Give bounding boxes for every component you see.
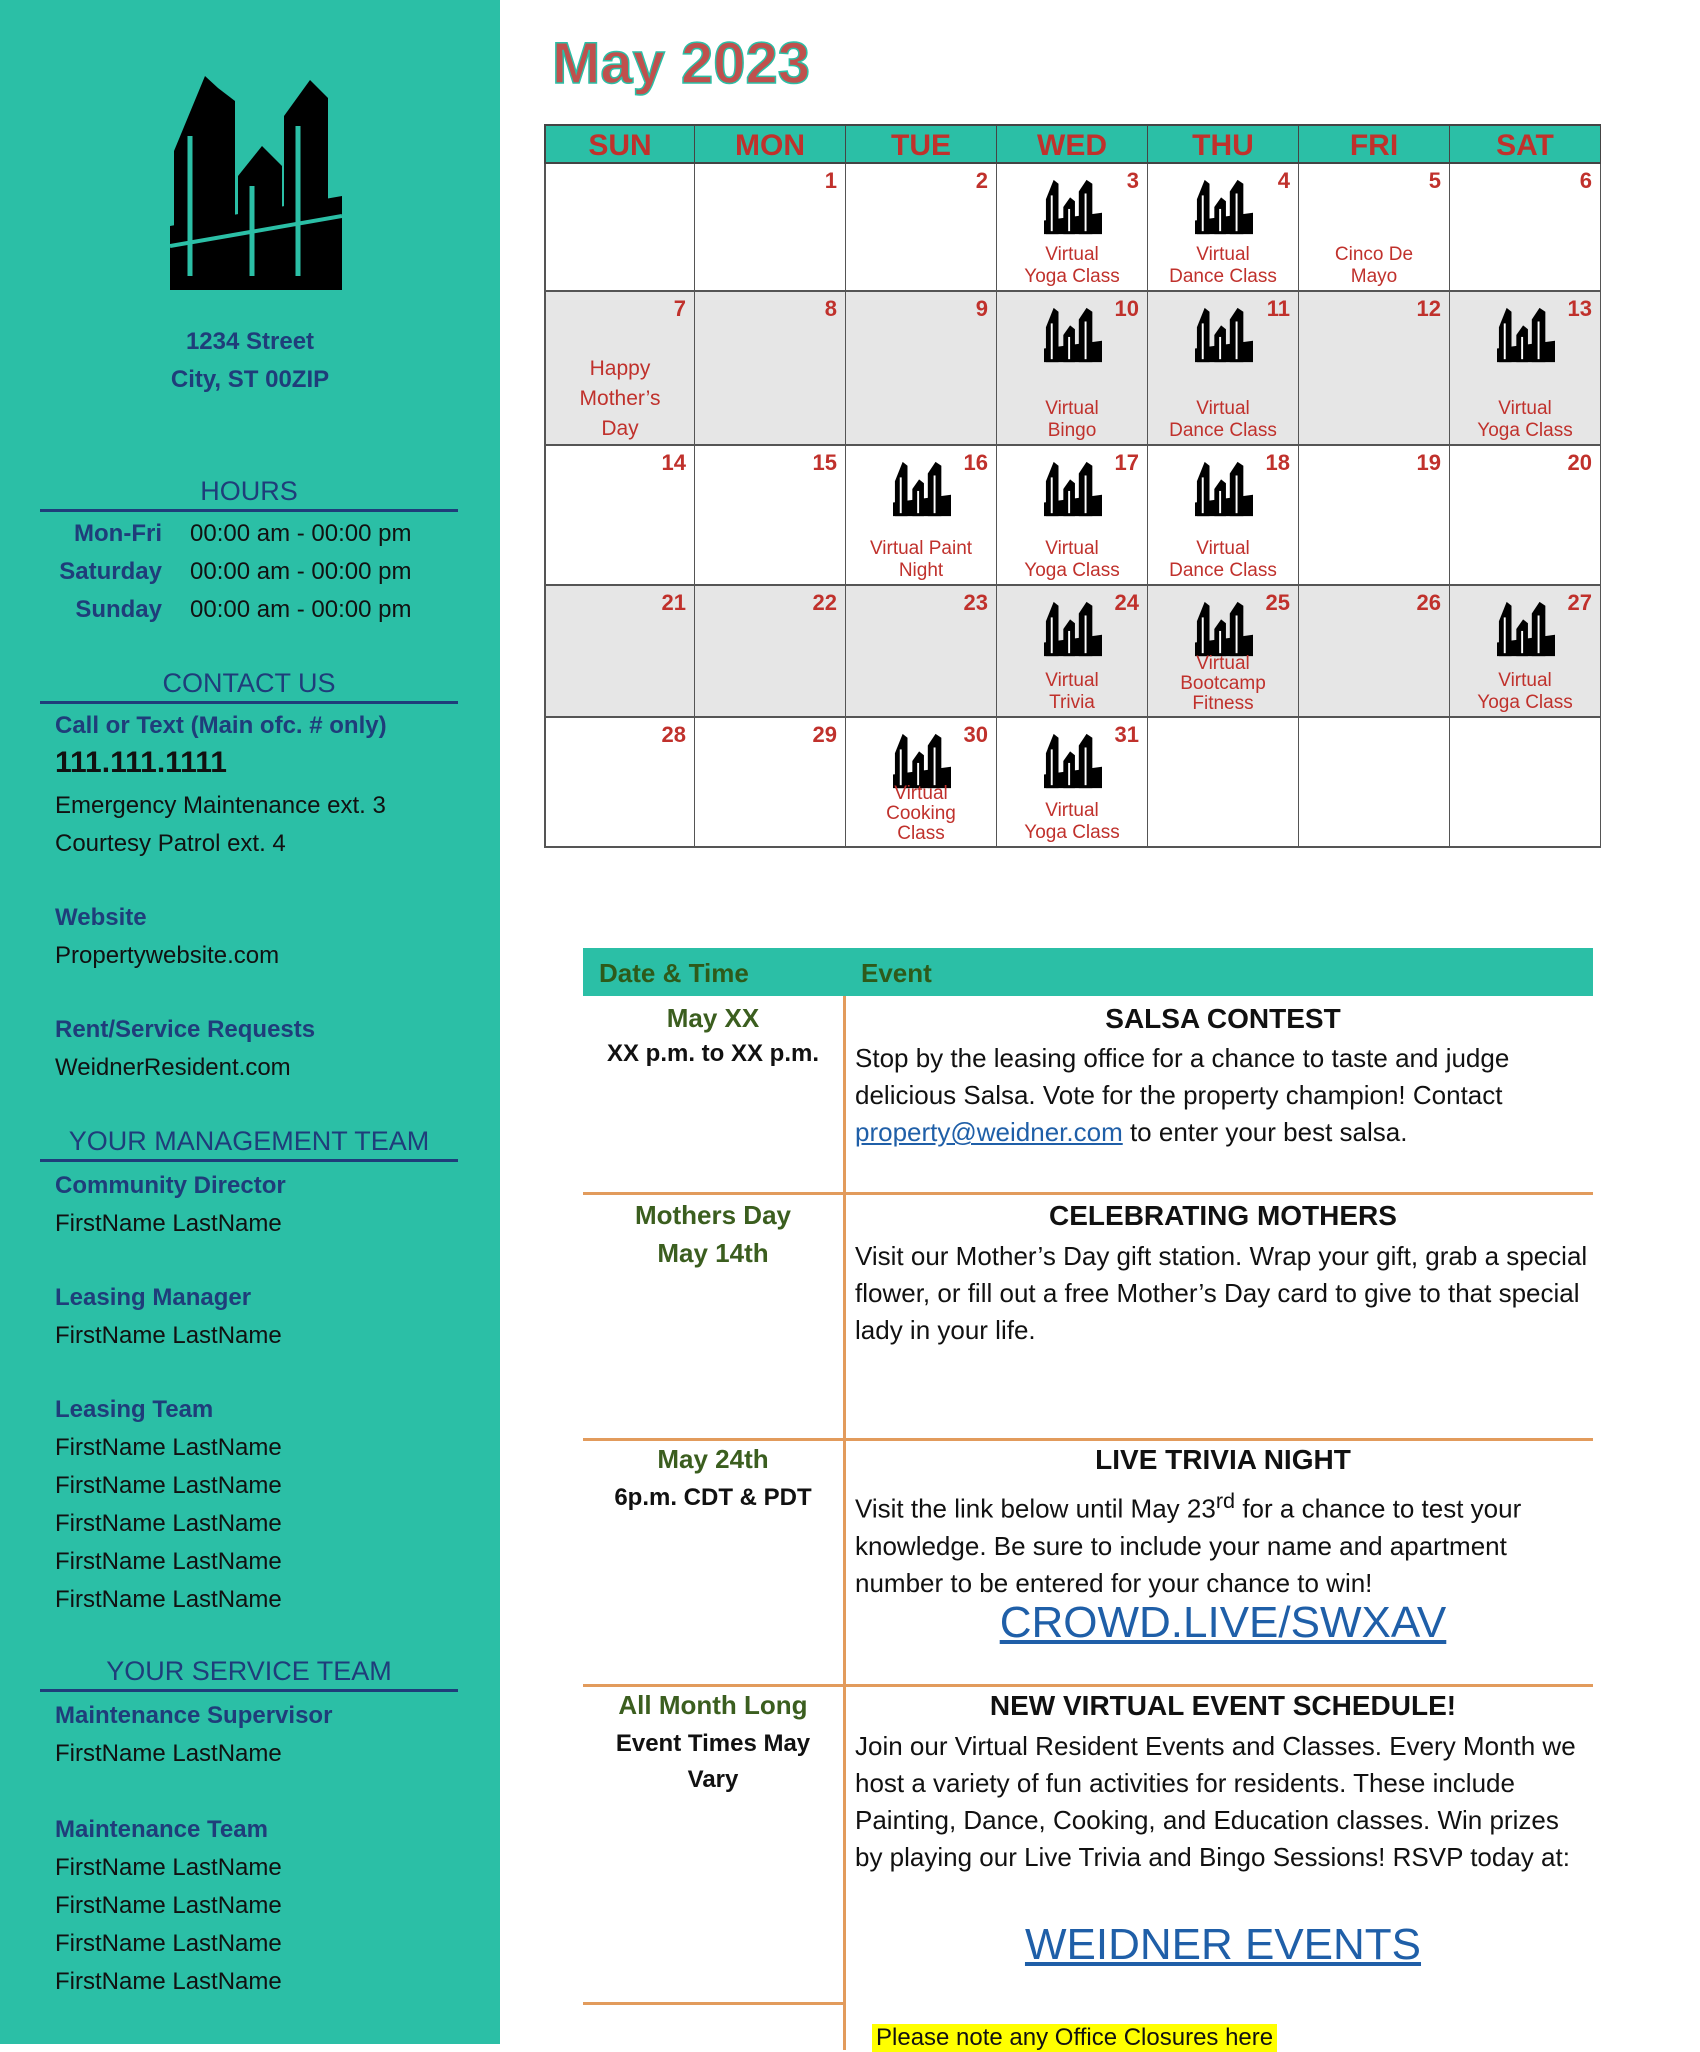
maintenance-supervisor-name: FirstName LastName — [55, 1740, 282, 1767]
row-divider — [583, 2002, 845, 2005]
day-number: 20 — [1567, 450, 1592, 475]
building-icon — [1195, 460, 1253, 518]
building-icon — [1195, 306, 1253, 364]
calendar-title: May 2023 — [552, 31, 810, 96]
event-title: NEW VIRTUAL EVENT SCHEDULE! — [989, 1690, 1457, 1721]
calendar-event-line: Virtual — [894, 783, 948, 804]
office-closures-note: Please note any Office Closures here — [872, 2024, 1277, 2052]
calendar-day-cell[interactable] — [695, 164, 846, 292]
management-heading: YOUR MANAGEMENT TEAM — [40, 1126, 458, 1162]
calendar-day-cell[interactable] — [1450, 586, 1601, 718]
day-number: 26 — [1416, 590, 1441, 615]
calendar-day-cell[interactable] — [846, 446, 997, 586]
calendar-event-line: Dance Class — [1169, 560, 1277, 581]
day-header-wed: WED — [997, 124, 1148, 164]
event-description: Visit our Mother’s Day gift station. Wrap your gift, grab a special flower, or fill out a free Mother’s Day card to give to that special lady in your life. — [855, 1241, 1588, 1345]
calendar-day-cell[interactable] — [1450, 292, 1601, 446]
row-divider — [583, 1192, 1593, 1195]
rent-label: Rent/Service Requests — [55, 1016, 316, 1043]
calendar-event-line: Yoga Class — [1024, 560, 1120, 581]
calendar-day-cell[interactable] — [1148, 718, 1299, 848]
event-description — [855, 1482, 1590, 1602]
weidner-events-link[interactable]: WEIDNER EVENTS — [1024, 1920, 1422, 1969]
calendar-day-cell[interactable] — [695, 718, 846, 848]
day-header-tue: TUE — [846, 124, 997, 164]
building-icon — [1044, 460, 1102, 518]
event-description-text: Stop by the leasing office for a chance to taste and judge delicious Salsa. Vote for the property champion! Contact — [855, 1043, 1510, 1110]
maintenance-supervisor-label: Maintenance Supervisor — [55, 1702, 333, 1729]
day-header-mon: MON — [695, 124, 846, 164]
day-number: 24 — [1114, 590, 1139, 615]
calendar-event-line: Virtual — [1196, 398, 1250, 419]
calendar-day-cell[interactable] — [846, 718, 997, 848]
calendar-event-label — [997, 800, 1147, 844]
column-divider — [843, 996, 846, 2050]
calendar-event-line: Cooking — [886, 803, 956, 824]
hours-day: Mon-Fri — [74, 520, 162, 547]
address-line-1: 1234 Street — [185, 328, 315, 355]
calendar-event-line: Bingo — [1047, 420, 1097, 441]
day-number: 8 — [824, 296, 837, 321]
calendar-event-line: Virtual Paint — [869, 538, 973, 559]
calendar-event-label — [1450, 670, 1600, 714]
calendar-day-cell[interactable] — [544, 586, 695, 718]
calendar-day-cell[interactable] — [1299, 292, 1450, 446]
event-time: Event Times May Vary — [615, 1730, 811, 1793]
service-heading: YOUR SERVICE TEAM — [40, 1656, 458, 1692]
calendar-day-cell[interactable] — [1299, 718, 1450, 848]
calendar-day-cell[interactable] — [1148, 164, 1299, 292]
calendar-event-line: Virtual — [1196, 244, 1250, 265]
calendar-day-cell[interactable] — [997, 446, 1148, 586]
phone-number[interactable]: 111.111.1111 — [55, 746, 227, 779]
day-number: 2 — [975, 168, 988, 193]
building-icon — [1044, 178, 1102, 236]
leasing-team-label: Leasing Team — [55, 1396, 214, 1423]
day-number: 15 — [812, 450, 837, 475]
event-title: SALSA CONTEST — [1105, 1003, 1341, 1034]
event-date: May 14th — [657, 1238, 769, 1268]
maintenance-team-member: FirstName LastName — [55, 1854, 282, 1881]
day-number: 19 — [1416, 450, 1441, 475]
hours-row — [40, 520, 460, 548]
calendar-event-line: Mother’s — [579, 387, 661, 410]
event-description-text: to enter your best salsa. — [1122, 1117, 1408, 1147]
address-line-2: City, ST 00ZIP — [170, 366, 330, 393]
day-number: 14 — [661, 450, 686, 475]
sidebar — [0, 0, 500, 2044]
calendar-day-cell[interactable] — [1299, 164, 1450, 292]
calendar-event-line: Cinco De — [1334, 244, 1414, 265]
building-icon — [1044, 600, 1102, 658]
calendar-event-label — [546, 354, 694, 444]
building-icon — [1497, 306, 1555, 364]
day-number: 25 — [1265, 590, 1290, 615]
day-number: 1 — [824, 168, 837, 193]
calendar-event-line: Yoga Class — [1477, 692, 1573, 713]
calendar-event-label — [1148, 538, 1298, 582]
building-icon — [1044, 732, 1102, 790]
calendar-day-cell[interactable] — [1148, 292, 1299, 446]
event-time: 6p.m. CDT & PDT — [614, 1484, 812, 1511]
calendar-day-cell[interactable] — [695, 292, 846, 446]
event-date: Mothers Day — [634, 1200, 792, 1230]
day-number: 16 — [963, 450, 988, 475]
calendar-event-line: Virtual — [1498, 398, 1552, 419]
email-link[interactable]: property@weidner.com — [855, 1117, 1123, 1147]
calendar-event-label — [997, 670, 1147, 714]
event-description-text: for a chance to test your knowledge. Be sure to include your name and apartment number to be entered for your chance to win! — [855, 1493, 1522, 1598]
leasing-manager-name: FirstName LastName — [55, 1322, 282, 1349]
day-number: 11 — [1266, 296, 1290, 321]
calendar-event-label — [997, 244, 1147, 288]
event-time: XX p.m. to XX p.m. — [606, 1040, 820, 1067]
calendar-day-cell[interactable] — [1148, 446, 1299, 586]
building-logo-icon — [170, 76, 342, 290]
rent-link[interactable]: WeidnerResident.com — [55, 1054, 291, 1081]
maintenance-team-member: FirstName LastName — [55, 1968, 282, 1995]
event-title: CELEBRATING MOTHERS — [1049, 1200, 1397, 1231]
superscript: rd — [1215, 1488, 1236, 1513]
community-director-name: FirstName LastName — [55, 1210, 282, 1237]
day-number: 9 — [975, 296, 988, 321]
calendar-event-label — [1148, 398, 1298, 442]
event-title: LIVE TRIVIA NIGHT — [1095, 1444, 1351, 1475]
calendar-event-label — [1450, 398, 1600, 442]
calendar-event-line: Fitness — [1192, 693, 1254, 714]
day-number: 17 — [1114, 450, 1139, 475]
calendar-day-cell[interactable] — [846, 292, 997, 446]
calendar-event-label — [997, 398, 1147, 442]
calendar-day-cell[interactable] — [544, 446, 695, 586]
calendar-event-line: Virtual — [1045, 800, 1099, 821]
building-icon — [1044, 306, 1102, 364]
event-column-header: Event — [861, 958, 932, 988]
maintenance-team-member: FirstName LastName — [55, 1892, 282, 1919]
calendar-day-cell[interactable] — [1299, 446, 1450, 586]
day-number: 3 — [1126, 168, 1139, 193]
trivia-link[interactable]: CROWD.LIVE/SWXAV — [999, 1598, 1447, 1647]
day-header-thu: THU — [1148, 124, 1299, 164]
calendar-event-label — [1148, 244, 1298, 288]
day-number: 5 — [1428, 168, 1441, 193]
date-time-column-header: Date & Time — [599, 958, 749, 988]
day-number: 27 — [1567, 590, 1592, 615]
calendar-day-cell[interactable] — [846, 586, 997, 718]
calendar-event-line: Virtual — [1196, 653, 1250, 674]
hours-row — [40, 596, 460, 624]
day-number: 13 — [1567, 296, 1592, 321]
event-description-text: Visit the link below until May 23 — [855, 1493, 1216, 1524]
day-number: 22 — [812, 590, 837, 615]
day-number: 31 — [1114, 722, 1139, 747]
calendar-day-cell[interactable] — [1299, 586, 1450, 718]
calendar-day-cell[interactable] — [997, 164, 1148, 292]
calendar-event-line: Night — [898, 560, 944, 581]
row-divider — [583, 1684, 1593, 1687]
leasing-team-member: FirstName LastName — [55, 1434, 282, 1461]
calendar-event-line: Trivia — [1049, 692, 1095, 713]
row-divider — [583, 1438, 1593, 1441]
day-header-fri: FRI — [1299, 124, 1450, 164]
calendar-event-line: Bootcamp — [1180, 673, 1266, 694]
calendar-event-label — [997, 538, 1147, 582]
leasing-team-member: FirstName LastName — [55, 1586, 282, 1613]
calendar-day-cell[interactable] — [1450, 164, 1601, 292]
calendar-event-line: Happy — [589, 357, 651, 380]
building-icon — [893, 460, 951, 518]
calendar-event-line: Virtual — [1045, 538, 1099, 559]
calendar-event-line: Yoga Class — [1477, 420, 1573, 441]
calendar-event-label — [1148, 654, 1298, 714]
calendar-event-label — [846, 538, 996, 582]
calendar-event-label — [846, 784, 996, 844]
community-director-label: Community Director — [55, 1172, 286, 1199]
day-number: 21 — [661, 590, 686, 615]
day-number: 7 — [673, 296, 686, 321]
calendar-day-cell[interactable] — [695, 446, 846, 586]
event-description: Join our Virtual Resident Events and Classes. Every Month we host a variety of fun activities for residents. These include Painting, Dance, Cooking, and Education classes. Win prizes by playing our Live Trivia and Bingo Sessions! RSVP today at: — [855, 1731, 1576, 1872]
maintenance-team-member: FirstName LastName — [55, 1930, 282, 1957]
contact-heading: CONTACT US — [40, 668, 458, 704]
leasing-manager-label: Leasing Manager — [55, 1284, 252, 1311]
hours-row — [40, 558, 460, 586]
day-number: 10 — [1114, 296, 1139, 321]
calendar-event-line: Virtual — [1045, 670, 1099, 691]
day-header-sat: SAT — [1450, 124, 1601, 164]
calendar-day-cell[interactable] — [997, 718, 1148, 848]
event-date: May 24th — [657, 1444, 769, 1474]
hours-day: Sunday — [75, 596, 162, 623]
calendar-event-line: Dance Class — [1169, 266, 1277, 287]
building-icon — [1195, 600, 1253, 658]
calendar-day-cell[interactable] — [544, 164, 695, 292]
calendar-event-line: Virtual — [1045, 398, 1099, 419]
calendar-day-cell[interactable] — [997, 292, 1148, 446]
leasing-team-member: FirstName LastName — [55, 1548, 282, 1575]
hours-time: 00:00 am - 00:00 pm — [190, 520, 412, 547]
calendar-event-label — [1299, 244, 1449, 288]
calendar-day-cell[interactable] — [695, 586, 846, 718]
calendar-event-line: Yoga Class — [1024, 266, 1120, 287]
call-label: Call or Text (Main ofc. # only) — [55, 712, 387, 739]
day-number: 29 — [812, 722, 837, 747]
hours-day: Saturday — [59, 558, 162, 585]
calendar-day-cell[interactable] — [846, 164, 997, 292]
calendar-day-cell[interactable] — [1450, 718, 1601, 848]
calendar-event-line: Mayo — [1350, 266, 1398, 287]
website-link[interactable]: Propertywebsite.com — [55, 942, 280, 969]
calendar-day-cell[interactable] — [1148, 586, 1299, 718]
day-number: 12 — [1416, 296, 1441, 321]
leasing-team-member: FirstName LastName — [55, 1472, 282, 1499]
hours-time: 00:00 am - 00:00 pm — [190, 558, 412, 585]
building-icon — [1195, 178, 1253, 236]
event-date: May XX — [666, 1003, 760, 1033]
day-number: 28 — [661, 722, 686, 747]
calendar-day-cell[interactable] — [1450, 446, 1601, 586]
day-number: 30 — [963, 722, 988, 747]
event-date: All Month Long — [618, 1690, 808, 1720]
calendar-day-cell[interactable] — [997, 586, 1148, 718]
hours-time: 00:00 am - 00:00 pm — [190, 596, 412, 623]
day-header-sun: SUN — [544, 124, 695, 164]
courtesy-ext: Courtesy Patrol ext. 4 — [55, 830, 286, 857]
calendar-event-line: Virtual — [1196, 538, 1250, 559]
day-number: 4 — [1277, 168, 1290, 193]
calendar-day-cell[interactable] — [544, 718, 695, 848]
building-icon — [893, 732, 951, 790]
calendar-event-line: Day — [601, 417, 639, 440]
calendar-event-line: Yoga Class — [1024, 822, 1120, 843]
event-description — [855, 1040, 1590, 1151]
calendar-event-line: Class — [897, 823, 945, 844]
events-table-header — [583, 948, 1593, 996]
calendar-event-line: Virtual — [1498, 670, 1552, 691]
calendar-event-line: Dance Class — [1169, 420, 1277, 441]
calendar-event-line: Virtual — [1045, 244, 1099, 265]
hours-heading: HOURS — [40, 476, 458, 512]
day-number: 18 — [1265, 450, 1290, 475]
day-number: 6 — [1579, 168, 1592, 193]
website-label: Website — [55, 904, 147, 931]
leasing-team-member: FirstName LastName — [55, 1510, 282, 1537]
calendar-day-cell[interactable] — [544, 292, 695, 446]
emergency-ext: Emergency Maintenance ext. 3 — [55, 792, 386, 819]
maintenance-team-label: Maintenance Team — [55, 1816, 268, 1843]
building-icon — [1497, 600, 1555, 658]
day-number: 23 — [963, 590, 988, 615]
